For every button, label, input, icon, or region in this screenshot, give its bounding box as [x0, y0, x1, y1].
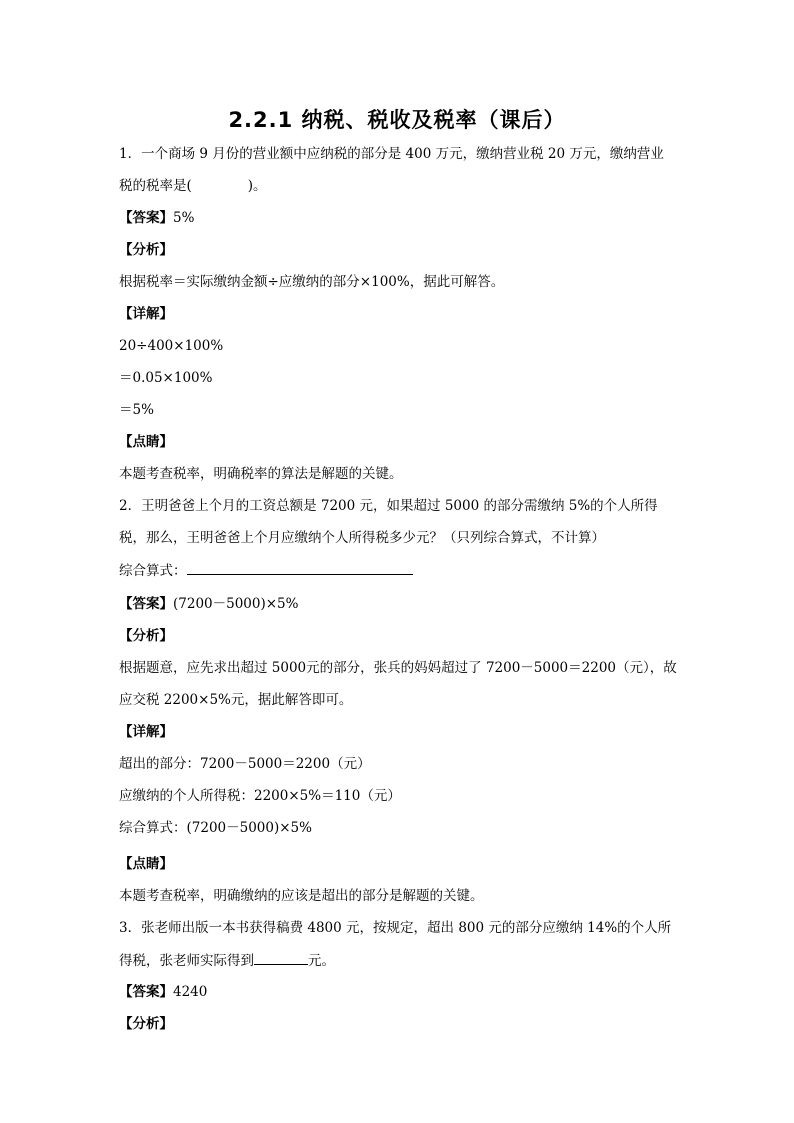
answer-value: 5% — [173, 210, 195, 226]
q2-answer — [119, 596, 298, 612]
q2-text-line1: 2．王明爸爸上个月的工资总额是 7200 元，如果超过 5000 的部分需缴纳 5%的个人所得 — [119, 498, 658, 514]
q1-text-line2 — [119, 178, 267, 194]
q1-text-part-a: 税的税率是( — [119, 178, 192, 194]
q2-step: 综合算式：(7200－5000)×5% — [119, 820, 312, 836]
q1-comment: 本题考查税率，明确税率的算法是解题的关键。 — [119, 466, 403, 482]
q2-comment: 本题考查税率，明确缴纳的应该是超出的部分是解题的关键。 — [119, 888, 484, 904]
page-title: 2.2.1 纳税、税收及税率（课后） — [228, 108, 566, 132]
q3-text-line2 — [119, 952, 335, 969]
q3-text-part-a: 得税，张老师实际得到 — [119, 953, 254, 969]
q3-text-line1: 3．张老师出版一本书获得稿费 4800 元，按规定，超出 800 元的部分应缴纳 14%的个人所 — [119, 920, 672, 936]
q1-step: 20÷400×100% — [119, 338, 224, 354]
q2-step: 超出的部分：7200－5000＝2200（元） — [119, 756, 371, 772]
q1-step: ＝5% — [119, 402, 154, 418]
q1-step: ＝0.05×100% — [119, 370, 213, 386]
q3-text-part-b: 元。 — [308, 953, 335, 969]
q1-detail-label: 【详解】 — [119, 306, 173, 322]
answer-label: 【答案】 — [119, 984, 173, 1000]
q3-analysis-label: 【分析】 — [119, 1016, 173, 1032]
q3-answer — [119, 984, 207, 1000]
q2-detail-label: 【详解】 — [119, 724, 173, 740]
q1-analysis-label: 【分析】 — [119, 242, 173, 258]
q2-step: 应缴纳的个人所得税：2200×5%＝110（元） — [119, 788, 401, 804]
answer-value: (7200－5000)×5% — [173, 596, 299, 612]
q2-answer-blank — [187, 562, 413, 575]
q2-formula-prompt: 综合算式： — [119, 563, 187, 579]
q1-analysis: 根据税率＝实际缴纳金额÷应缴纳的部分×100%，据此可解答。 — [119, 274, 505, 290]
q2-analysis-label: 【分析】 — [119, 628, 173, 644]
answer-label: 【答案】 — [119, 210, 173, 226]
answer-value: 4240 — [173, 984, 208, 1000]
q2-analysis-line2: 应交税 2200×5%元，据此解答即可。 — [119, 692, 353, 708]
q1-text-line1: 1．一个商场 9 月份的营业额中应纳税的部分是 400 万元，缴纳营业税 20 万元，缴纳营业 — [119, 146, 664, 162]
q3-answer-blank — [254, 952, 308, 965]
q1-answer — [119, 210, 194, 226]
q2-formula-line — [119, 562, 413, 579]
q1-comment-label: 【点睛】 — [119, 434, 173, 450]
answer-label: 【答案】 — [119, 596, 173, 612]
q1-text-part-b: )。 — [247, 178, 267, 194]
q2-comment-label: 【点睛】 — [119, 856, 173, 872]
q2-text-line2: 税，那么，王明爸爸上个月应缴纳个人所得税多少元？（只列综合算式，不计算） — [119, 530, 605, 546]
q2-analysis-line1: 根据题意，应先求出超过 5000元的部分，张兵的妈妈超过了 7200－5000＝2200（元），故 — [119, 660, 677, 676]
